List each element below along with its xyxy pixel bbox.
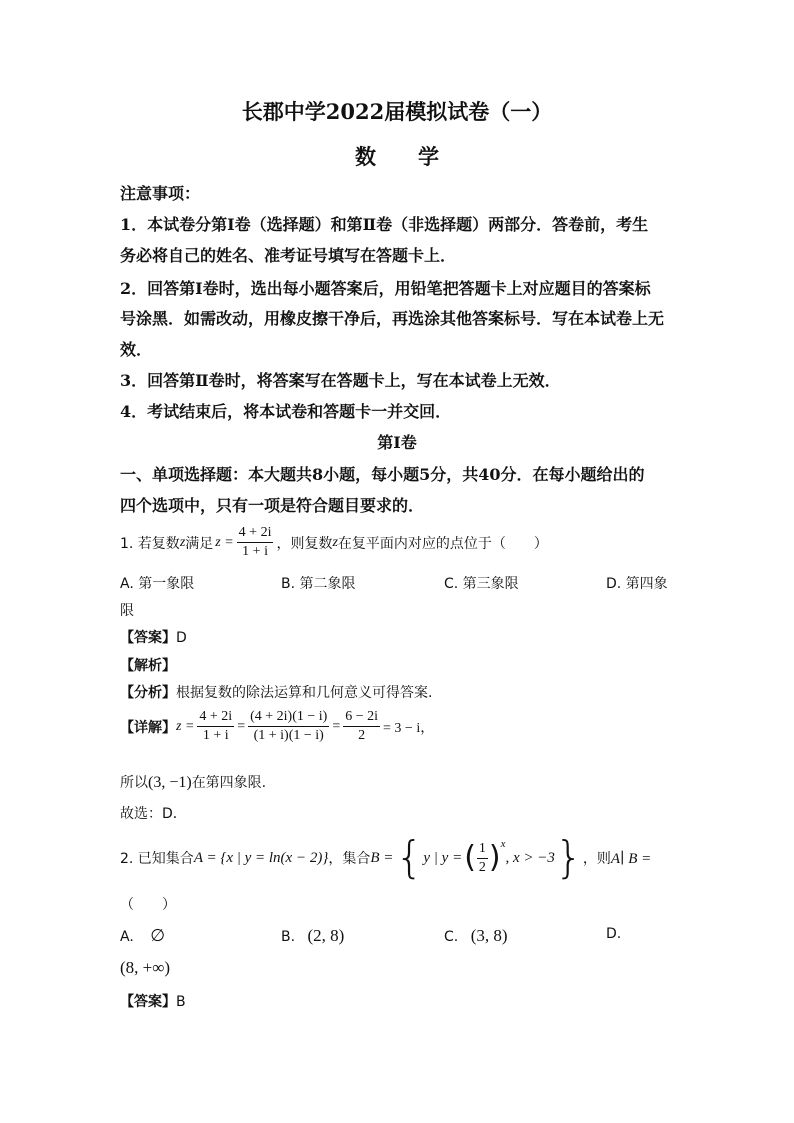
- q2-expr-ab: A∣ B =: [610, 850, 652, 867]
- q2-option-c: [444, 926, 508, 946]
- q2-half-den: 2: [478, 859, 486, 875]
- notice-line: 务必将自己的姓名、准考证号填写在答题卡上．: [120, 246, 457, 265]
- opt-c-label: C.: [444, 929, 459, 945]
- q1-frac-num: 4 + 2i: [237, 524, 274, 543]
- so-point: (3, −1): [148, 774, 192, 791]
- q2-set-a: A = {x | y = ln(x − 2)}: [193, 849, 329, 866]
- detail-frac-2-num: (4 + 2i)(1 − i): [248, 708, 329, 727]
- q1-conclusion: [120, 772, 266, 792]
- q1-option-d: D. 第四象: [606, 576, 668, 592]
- notice-line: 效．: [120, 340, 153, 359]
- right-brace: }: [554, 832, 583, 883]
- opt-c-value: (3, 8): [470, 926, 508, 945]
- so-prefix: 所以: [120, 775, 148, 791]
- notice-heading: 注意事项：: [120, 184, 201, 203]
- q2-set-b-y: y | y =: [423, 849, 463, 866]
- notice-line: 号涂黑．如需改动，用橡皮擦干净后，再选涂其他答案标号．写在本试卷上无: [120, 309, 665, 328]
- q1-option-wrap: 限: [120, 603, 134, 619]
- q2-option-d-value: [120, 958, 170, 978]
- opt-b-value: (2, 8): [307, 926, 345, 945]
- answer-value: D: [176, 630, 187, 646]
- notice-line: 1．本试卷分第Ⅰ卷（选择题）和第Ⅱ卷（非选择题）两部分．答卷前，考生: [120, 215, 649, 234]
- detail-tag: 【详解】: [120, 719, 176, 736]
- q1-option-a: A. 第一象限: [120, 576, 195, 592]
- q1-frac-den: 1 + i: [242, 544, 268, 559]
- answer-value: B: [176, 994, 186, 1010]
- notice-line: 2．回答第Ⅰ卷时，选出每小题答案后，用铅笔把答题卡上对应题目的答案标: [120, 279, 651, 298]
- q1-fraction: [237, 524, 274, 561]
- q1-option-c: C. 第三象限: [444, 576, 519, 592]
- left-paren: (: [464, 840, 476, 875]
- q2-set-b-cond: , x > −3: [505, 849, 555, 866]
- q2-set-b-lhs: B =: [370, 849, 394, 866]
- section-instruction: 四个选项中，只有一项是符合题目要求的．: [120, 496, 425, 515]
- detail-frac-3: [343, 708, 380, 745]
- detail-result: = 3 − i，: [383, 720, 435, 736]
- fenxi-text: 根据复数的除法运算和几何意义可得答案.: [176, 685, 433, 701]
- opt-a-label: A.: [120, 929, 134, 945]
- q2-half: [477, 840, 488, 877]
- detail-frac-3-den: 2: [358, 728, 366, 743]
- answer-tag: 【答案】: [120, 994, 176, 1010]
- q2-option-a: [120, 926, 165, 946]
- equals-sign: =: [332, 718, 341, 734]
- equals-sign: =: [237, 718, 246, 734]
- opt-b-label: B.: [281, 929, 296, 945]
- q1-var-z2: z: [332, 534, 338, 550]
- q1-detail: [120, 708, 434, 745]
- q2-prefix: 2. 已知集合: [120, 851, 194, 867]
- right-paren: ): [488, 840, 501, 875]
- q1-answer: [120, 627, 187, 647]
- q1-fenxi: [120, 682, 432, 702]
- q2-exp-x: x: [500, 838, 506, 850]
- detail-frac-1-den: 1 + i: [202, 728, 229, 743]
- notice-line: 4．考试结束后，将本试卷和答题卡一并交回．: [120, 402, 452, 421]
- q1-suffix: 在复平面内对应的点位于（ ）: [337, 535, 548, 552]
- left-brace: {: [395, 832, 424, 883]
- detail-frac-3-num: 6 − 2i: [343, 708, 380, 727]
- so-suffix: 在第四象限.: [191, 775, 267, 791]
- q2-paren: （ ）: [120, 897, 176, 913]
- q2-tail: ，则: [582, 851, 611, 867]
- q1-analysis-tag: 【解析】: [120, 658, 176, 674]
- answer-tag: 【答案】: [120, 630, 176, 646]
- section-label: 第Ⅰ卷: [377, 433, 417, 452]
- detail-frac-1-num: 4 + 2i: [197, 708, 234, 727]
- opt-d-value: (8, +∞): [120, 958, 171, 977]
- question-2-stem: [120, 832, 652, 883]
- q1-mid2: ，则复数: [276, 535, 333, 552]
- q1-var-z: z: [179, 534, 186, 550]
- section-instruction: 一、单项选择题：本大题共8小题，每小题5分，共40分．在每小题给出的: [120, 465, 645, 484]
- notice-line: 3．回答第Ⅱ卷时，将答案写在答题卡上，写在本试卷上无效．: [120, 371, 561, 390]
- q2-half-num: 1: [477, 840, 488, 859]
- detail-frac-2-den: (1 + i)(1 − i): [253, 728, 324, 743]
- detail-frac-1: [197, 708, 234, 745]
- q1-prefix: 1. 若复数: [120, 535, 180, 552]
- q2-answer: [120, 991, 186, 1011]
- q2-mid: ，集合: [328, 851, 371, 867]
- subject-title: 数 学: [355, 144, 439, 169]
- q1-choose: 故选：D．: [120, 806, 187, 822]
- q1-mid1: 满足: [185, 535, 214, 552]
- fenxi-tag: 【分析】: [120, 685, 176, 701]
- q1-eq-lhs: z =: [215, 534, 234, 550]
- question-1-stem: [120, 524, 548, 561]
- empty-set-icon: ∅: [150, 926, 166, 945]
- q2-option-d: D.: [606, 926, 622, 942]
- exam-title: 长郡中学2022届模拟试卷（一）: [241, 99, 553, 124]
- q2-option-b: [281, 926, 344, 946]
- q1-option-b: B. 第二象限: [281, 576, 356, 592]
- detail-frac-2: [248, 708, 329, 745]
- detail-z: z =: [176, 718, 195, 734]
